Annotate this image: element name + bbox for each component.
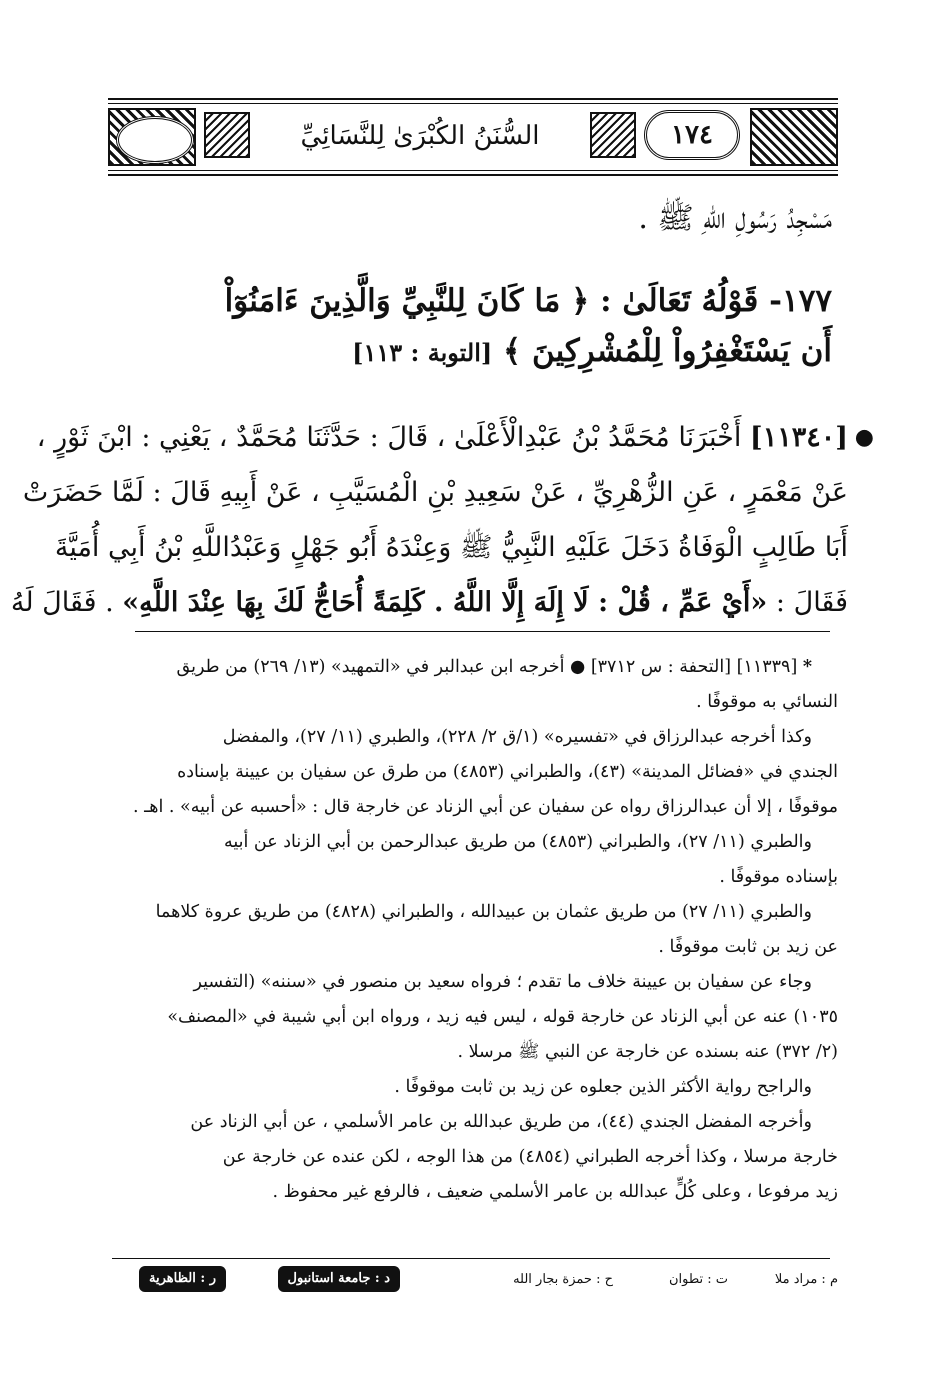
- header-rule-top: [108, 98, 838, 100]
- footnote-line: خارجة مرسلا ، وكذا أخرجه الطبراني (٤٨٥٤) من هذا الوجه ، لكن عنده عن خارجة عن: [222, 1147, 838, 1167]
- footnote-line: النسائي به موقوفًا .: [696, 692, 838, 712]
- header-band-ornament-left: [204, 112, 250, 158]
- chapter-heading-line-2: [112, 326, 832, 378]
- siglum-hamza: ح : حمزة بجار الله: [513, 1272, 613, 1287]
- header-rule-top-inner: [108, 103, 838, 104]
- footnote-line: الجندي في «فضائل المدينة» (٤٣)، والطبراني (٤٨٥٣) من طرق عن سفيان بن عيينة بإسناده: [177, 762, 838, 782]
- footnote-line: وأخرجه المفضل الجندي (٤٤)، من طريق عبدالله بن عامر الأسلمي ، عن أبي الزناد عن: [190, 1112, 812, 1132]
- footnote-star-icon: *: [802, 657, 812, 677]
- header-rule-bottom: [108, 174, 838, 176]
- footnote-line: (٢/ ٣٧٢) عنه بسنده عن خارجة عن النبي ﷺ مرسلا .: [457, 1042, 838, 1062]
- header-ornament-left: [108, 108, 196, 166]
- footnote-line: وجاء عن سفيان بن عيينة خلاف ما تقدم ؛ فرواه سعيد بن منصور في «سننه» (التفسير: [193, 972, 812, 992]
- prophet-quote: «أَيْ عَمِّ ، قُلْ : لَا إِلَهَ إِلَّا اللَّهُ . كَلِمَةً أُحَاجُّ لَكَ بِهَا عِنْدَ اللَّهِ»: [122, 587, 768, 618]
- footnote-paragraph: [108, 650, 838, 720]
- hadith-text: فَقَالَ :: [775, 587, 848, 618]
- footnote-line: والراجح رواية الأكثر الذين جعلوه عن زيد بن ثابت موقوفًا .: [394, 1077, 812, 1097]
- hadith-line: [10, 575, 848, 630]
- page-number: ١٧٤: [644, 110, 740, 160]
- manuscript-sigla-footer: [108, 1266, 838, 1296]
- footnote-text: [١١٣٣٩] [التحفة : س ٣٧١٢] ● أخرجه ابن عبدالبر في «التمهيد» (١٣/ ٢٦٩) من طريق: [176, 657, 798, 677]
- footnote-line: موقوفًا ، إلا أن عبدالرزاق رواه عن سفيان عن أبي الزناد عن خارجة قال : «أحسبه عن أبيه» . اهـ .: [133, 797, 838, 817]
- hadith-number: [١١٣٤٠]: [749, 422, 848, 453]
- footnote-divider: [135, 631, 830, 632]
- footnote-paragraph: [108, 825, 838, 895]
- chapter-heading: [112, 276, 832, 378]
- hadith-text: أَخْبَرَنَا مُحَمَّدُ بْنُ عَبْدِالْأَعْلَىٰ ، قَالَ : حَدَّثَنَا مُحَمَّدٌ ، يَعْنِي : ابْنَ ثَوْرٍ ،: [36, 422, 742, 453]
- book-title: السُّنَنُ الكُبْرَىٰ لِلنَّسَائِيِّ: [300, 121, 540, 151]
- footnote-line: ١٠٣٥) عنه عن أبي الزناد عن خارجة قوله ، ليس فيه زيد ، ورواه ابن أبي شيبة في «المصنف»: [167, 1007, 838, 1027]
- footnote-paragraph: [108, 1105, 838, 1210]
- footnotes: [108, 650, 838, 1210]
- verse-text: أَن يَسْتَغْفِرُواْ لِلْمُشْرِكِينَ ﴾: [503, 333, 832, 369]
- footnote-line: والطبري (١١/ ٢٧) من طريق عثمان بن عبيدالله ، والطبراني (٤٨٢٨) من طريق عروة كلاهما: [155, 902, 812, 922]
- header-band-ornament-right: [590, 112, 636, 158]
- book-medallion-logo: [116, 116, 194, 164]
- footnote-paragraph: [108, 965, 838, 1070]
- footnote-line: والطبري (١١/ ٢٧)، والطبراني (٤٨٥٣) من طريق عبدالرحمن بن أبي الزناد عن أبيه: [223, 832, 812, 852]
- hadith-line: أَبَا طَالِبٍ الْوَفَاةُ دَخَلَ عَلَيْهِ النَّبِيُّ ﷺ وَعِنْدَهُ أَبُو جَهْلٍ وَعَبْدُاللَّهِ بْنُ أَبِي أُمَيَّةَ: [54, 532, 848, 563]
- hadith-line: [36, 410, 848, 465]
- hadith-line: عَنْ مَعْمَرٍ ، عَنِ الزُّهْرِيِّ ، عَنْ سَعِيدِ بْنِ الْمُسَيَّبِ ، عَنْ أَبِيهِ قَالَ : لَمَّا حَضَرَتْ: [22, 477, 848, 508]
- hadith-text: . فَقَالَ لَهُ: [10, 587, 114, 618]
- intro-line: مَسْجِدُ رَسُولِ اللهِ ﷺ .: [638, 201, 832, 236]
- footnote-line: [108, 650, 838, 685]
- siglum-istanbul-badge: د : جامعة استانبول: [278, 1266, 400, 1292]
- siglum-tetouan: ت : تطوان: [668, 1272, 728, 1287]
- footer-divider: [112, 1258, 830, 1259]
- bullet-icon: ●: [854, 425, 874, 450]
- header-ornament-right: [750, 108, 838, 166]
- siglum-murad-molla: م : مراد ملا: [774, 1272, 838, 1287]
- footnote-line: وكذا أخرجه عبدالرزاق في «تفسيره» (١/ق ٢/ ٢٢٨)، والطبري (١١/ ٢٧)، والمفضل: [222, 727, 812, 747]
- footnote-paragraph: [108, 1070, 838, 1105]
- footnote-line: زيد مرفوعا ، وعلى كُلٍّ عبدالله بن عامر الأسلمي ضعيف ، فالرفع غير محفوظ .: [272, 1182, 838, 1202]
- hadith-block: [10, 410, 874, 630]
- chapter-heading-line-1: ١٧٧- قَوْلُهُ تَعَالَىٰ : ﴿ مَا كَانَ لِلنَّبِيِّ وَالَّذِينَ ءَامَنُوٓاْ: [224, 283, 832, 319]
- page-header: [108, 98, 838, 176]
- verse-reference: [التوبة : ١١٣]: [352, 338, 493, 367]
- footnote-line: بإسناده موقوفًا .: [719, 867, 838, 887]
- footnote-paragraph: [108, 720, 838, 825]
- siglum-zahiriyya-badge: ر : الظاهرية: [139, 1266, 226, 1292]
- header-rule-bottom-inner: [108, 170, 838, 171]
- footnote-line: عن زيد بن ثابت موقوفًا .: [658, 937, 838, 957]
- footnote-paragraph: [108, 895, 838, 965]
